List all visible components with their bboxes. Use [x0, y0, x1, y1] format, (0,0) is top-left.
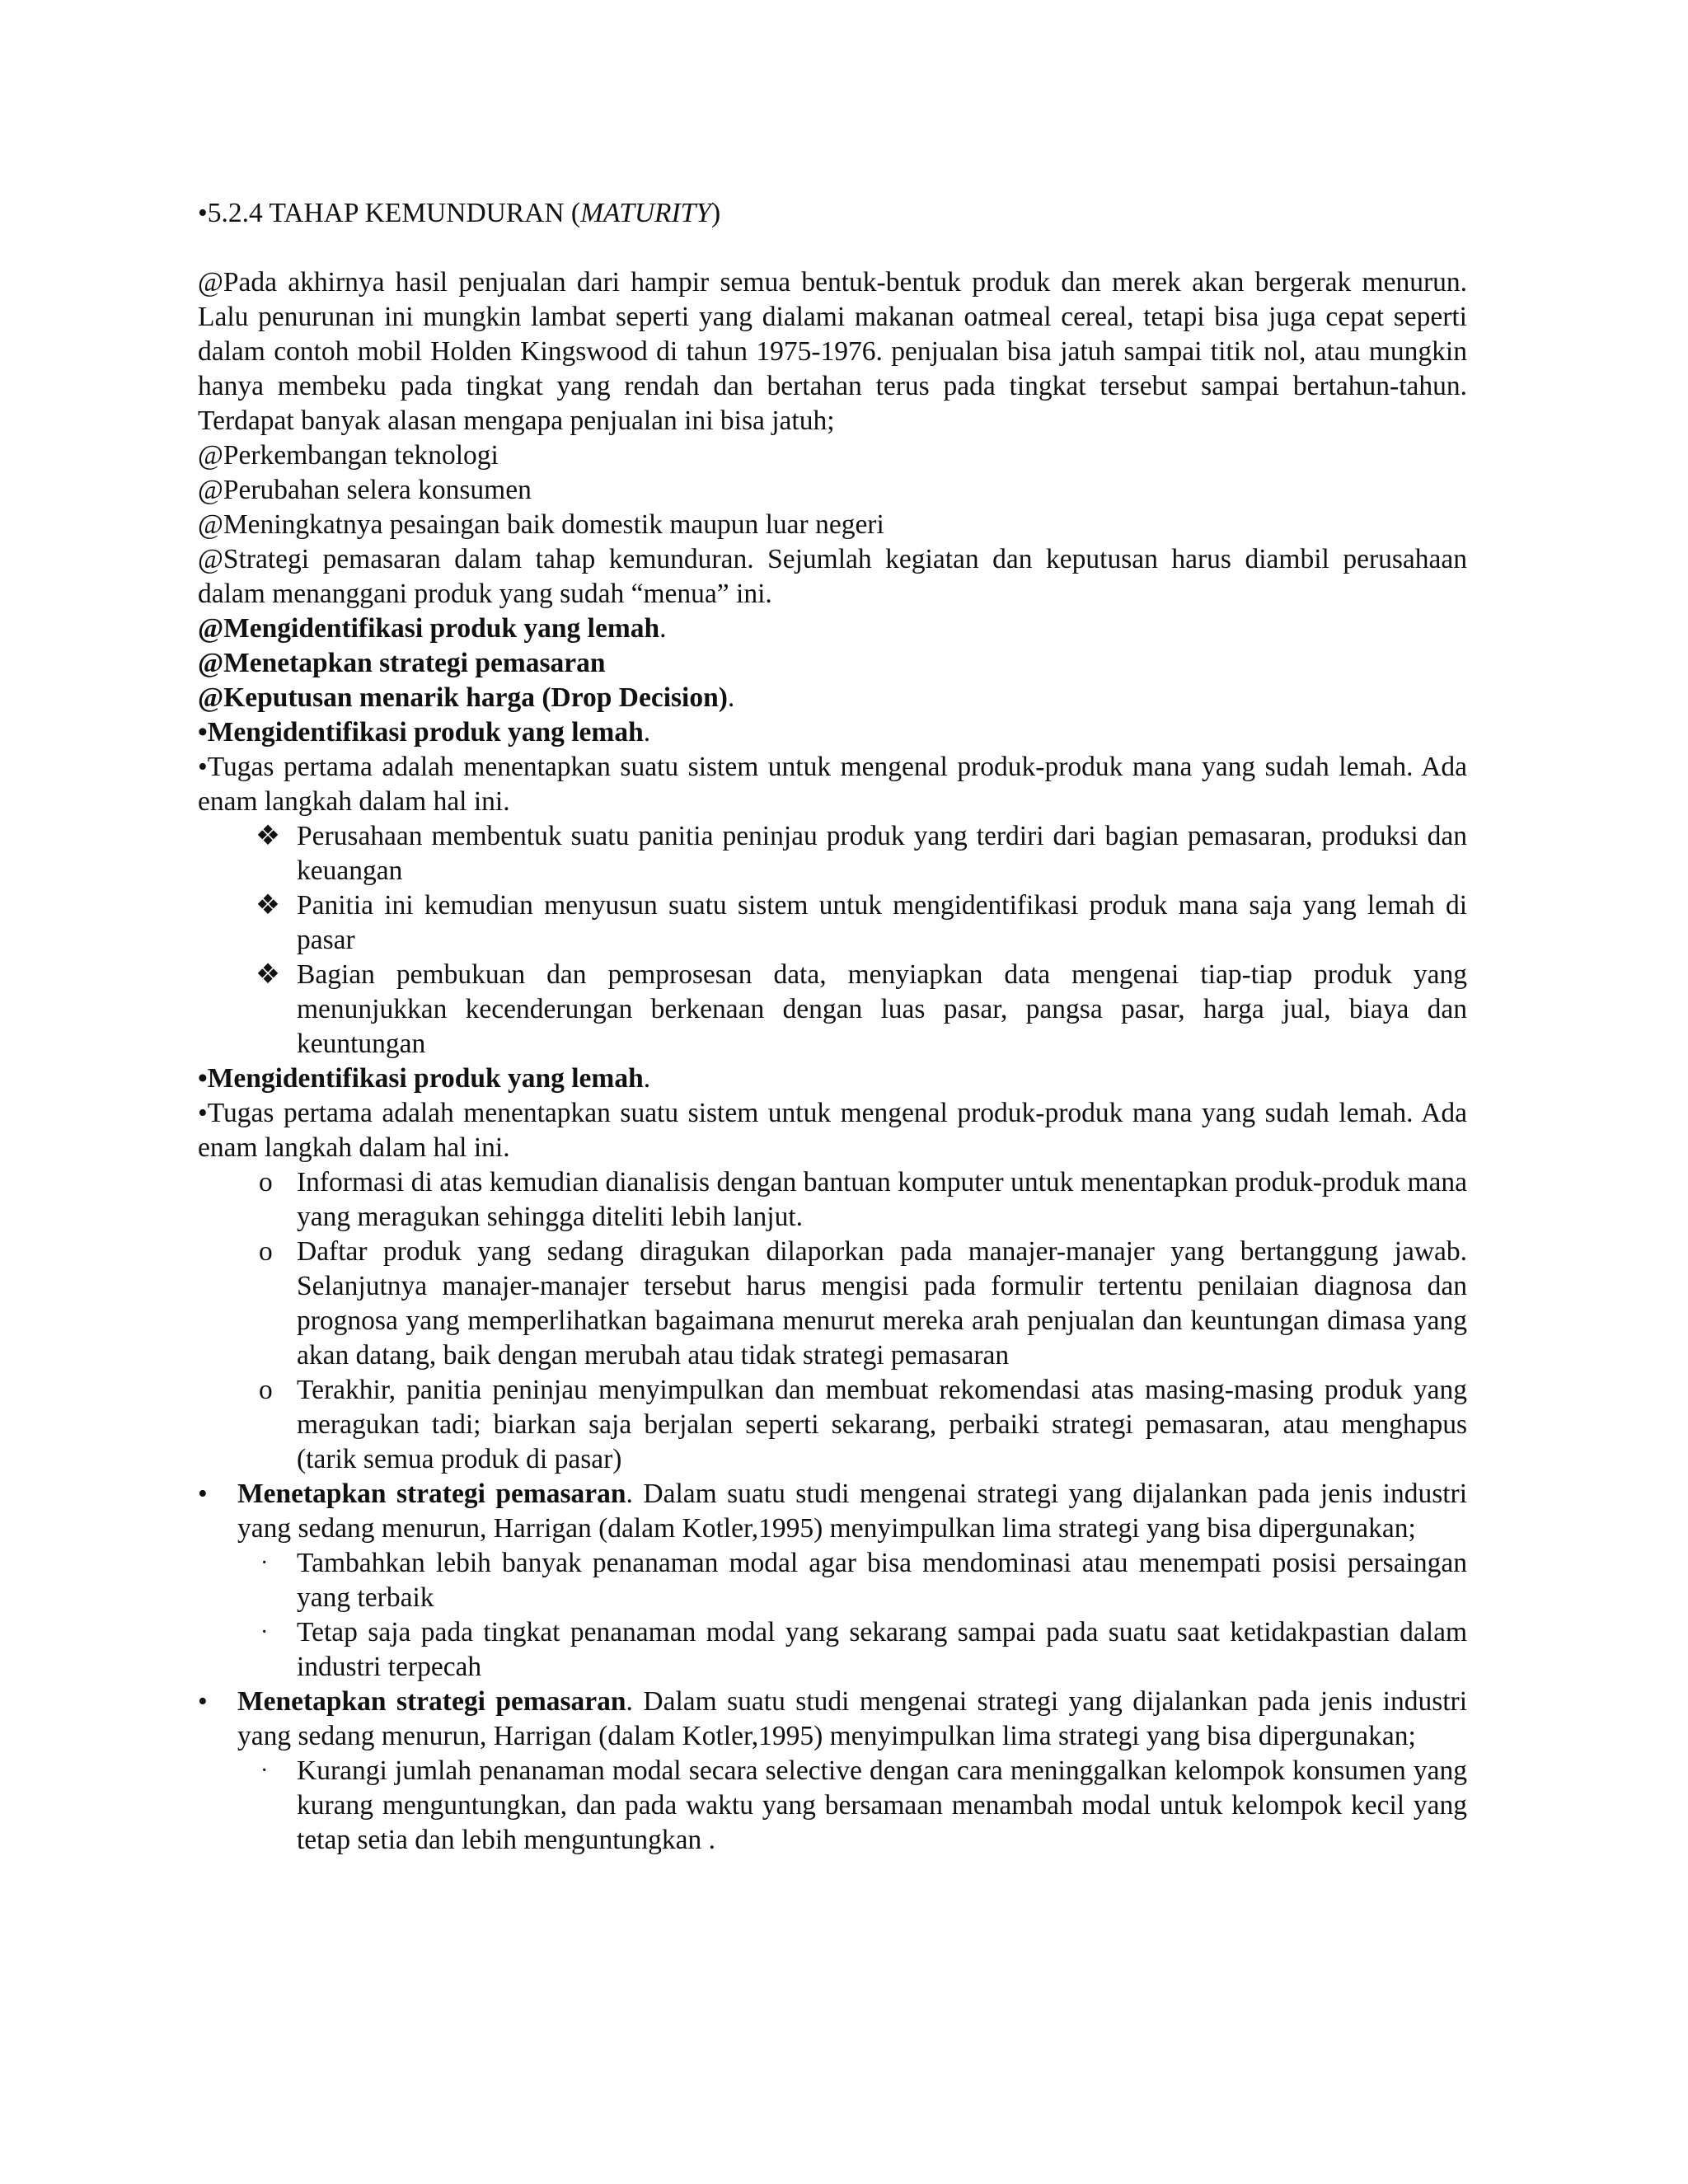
list-item-text: Panitia ini kemudian menyusun suatu sistem untuk mengidentifikasi produk mana saja yang lemah di pasar	[297, 890, 1467, 955]
circle-bullet-icon: o	[259, 1375, 273, 1405]
circle-list-item	[198, 1373, 1467, 1477]
heading-italic: MATURITY	[580, 198, 711, 228]
subsection-title-tail: .	[643, 1063, 651, 1094]
heading-suffix: )	[710, 198, 721, 228]
strategy-paragraph	[237, 1685, 1467, 1754]
strategy-text: . Dalam suatu studi mengenai strategi yang dijalankan pada jenis industri yang sedang menurun, Harrigan (dalam Kotler,1995) menyimpulkan lima strategi yang bisa dipergunakan;	[237, 1479, 1467, 1544]
reason-item: @Perubahan selera konsumen	[198, 475, 532, 505]
strategy-heading: Menetapkan strategi pemasaran	[237, 1686, 626, 1717]
subsection-title	[198, 715, 1467, 750]
dot-list-item	[198, 1615, 1467, 1685]
list-item-text: Kurangi jumlah penanaman modal secara selective dengan cara meninggalkan kelompok konsumen yang kurang menguntungkan, dan pada waktu yang bersamaan menambah modal untuk kelompok kecil yang tetap setia dan lebih menguntungkan .	[297, 1755, 1467, 1855]
list-item-text: Bagian pembukuan dan pemprosesan data, menyiapkan data mengenai tiap-tiap produk yang menunjukkan kecenderungan berkenaan dengan luas pasar, pangsa pasar, harga jual, biaya dan keuntungan	[297, 959, 1467, 1059]
section-heading	[198, 196, 1467, 231]
subsection-title	[198, 1062, 1467, 1096]
strategy-list-item	[198, 1685, 1467, 1858]
diamond-bullet-icon: ❖	[256, 890, 281, 921]
subsection-body: •Tugas pertama adalah menentapkan suatu sistem untuk mengenal produk-produk mana yang sudah lemah. Ada enam langkah dalam hal ini.	[198, 752, 1467, 817]
bullet-icon: •	[198, 1686, 208, 1717]
diamond-list-item	[198, 958, 1467, 1062]
list-item-text: Tetap saja pada tingkat penanaman modal yang sekarang sampai pada suatu saat ketidakpastian dalam industri terpecah	[297, 1617, 1467, 1682]
intro-paragraph: @Pada akhirnya hasil penjualan dari hampir semua bentuk-bentuk produk dan merek akan bergerak menurun. Lalu penurunan ini mungkin lambat seperti yang dialami makanan oatmeal cereal, tetapi bisa juga cepat seperti dalam contoh mobil Holden Kingswood di tahun 1975-1976. penjualan bisa jatuh sampai titik nol, atau mungkin hanya membeku pada tingkat yang rendah dan bertahan terus pada tingkat tersebut sampai bertahun-tahun. Terdapat banyak alasan mengapa penjualan ini bisa jatuh;	[198, 267, 1467, 436]
bold-item-text: @Mengidentifikasi produk yang lemah	[198, 613, 660, 644]
document-page	[198, 196, 1467, 1858]
list-item-text: Informasi di atas kemudian dianalisis dengan bantuan komputer untuk menentapkan produk-produk mana yang meragukan sehingga diteliti lebih lanjut.	[297, 1167, 1467, 1232]
diamond-list-item	[198, 819, 1467, 888]
bullet-icon: •	[198, 1479, 208, 1509]
list-item-text: Terakhir, panitia peninjau menyimpulkan dan membuat rekomendasi atas masing-masing produk yang meragukan tadi; biarkan saja berjalan seperti sekarang, perbaiki strategi pemasaran, atau menghapus (tarik semua produk di pasar)	[297, 1375, 1467, 1474]
circle-list-item	[198, 1165, 1467, 1235]
dot-bullet-icon: ·	[260, 1758, 269, 1783]
dot-list-item	[198, 1546, 1467, 1615]
diamond-bullet-icon: ❖	[256, 821, 281, 851]
dot-bullet-icon: ·	[260, 1550, 269, 1576]
bold-item-text: @Menetapkan strategi pemasaran	[198, 648, 606, 678]
list-item-text: Daftar produk yang sedang diragukan dilaporkan pada manajer-manajer yang bertanggung jawab. Selanjutnya manajer-manajer tersebut harus mengisi pada formulir tertentu penilaian diagnosa dan prognosa yang memperlihatkan bagaimana menurut mereka arah penjualan dan keuntungan dimasa yang akan datang, baik dengan merubah atau tidak strategi pemasaran	[297, 1236, 1467, 1371]
bold-item	[198, 646, 1467, 681]
dot-list-item	[198, 1754, 1467, 1858]
bold-item	[198, 612, 1467, 646]
subsection-body: •Tugas pertama adalah menentapkan suatu sistem untuk mengenal produk-produk mana yang sudah lemah. Ada enam langkah dalam hal ini.	[198, 1098, 1467, 1163]
bold-item-text: @Keputusan menarik harga (Drop Decision)	[198, 682, 728, 713]
reason-item: @Perkembangan teknologi	[198, 440, 499, 471]
circle-bullet-icon: o	[259, 1236, 273, 1267]
bold-item-tail: .	[659, 613, 667, 644]
heading-prefix: •5.2.4 TAHAP KEMUNDURAN (	[198, 198, 581, 228]
subsection-title-text: •Mengidentifikasi produk yang lemah	[198, 1063, 644, 1094]
reason-item: @Meningkatnya pesaingan baik domestik maupun luar negeri	[198, 509, 884, 540]
strategy-list-item	[198, 1477, 1467, 1685]
circle-list-item	[198, 1235, 1467, 1373]
bold-item-tail: .	[727, 682, 735, 713]
strategy-paragraph	[237, 1477, 1467, 1546]
dot-bullet-icon: ·	[260, 1619, 269, 1645]
diamond-bullet-icon: ❖	[256, 959, 281, 990]
diamond-list-item	[198, 888, 1467, 958]
strategy-text: . Dalam suatu studi mengenai strategi yang dijalankan pada jenis industri yang sedang menurun, Harrigan (dalam Kotler,1995) menyimpulkan lima strategi yang bisa dipergunakan;	[237, 1686, 1467, 1751]
list-item-text: Perusahaan membentuk suatu panitia peninjau produk yang terdiri dari bagian pemasaran, produksi dan keuangan	[297, 821, 1467, 886]
list-item-text: Tambahkan lebih banyak penanaman modal agar bisa mendominasi atau menempati posisi persaingan yang terbaik	[297, 1548, 1467, 1613]
bold-item	[198, 681, 1467, 715]
circle-bullet-icon: o	[259, 1167, 273, 1197]
subsection-title-text: •Mengidentifikasi produk yang lemah	[198, 717, 644, 748]
subsection-title-tail: .	[643, 717, 651, 748]
strategy-heading: Menetapkan strategi pemasaran	[237, 1479, 626, 1509]
reason-item: @Strategi pemasaran dalam tahap kemunduran. Sejumlah kegiatan dan keputusan harus diambil perusahaan dalam menanggani produk yang sudah “menua” ini.	[198, 544, 1467, 609]
